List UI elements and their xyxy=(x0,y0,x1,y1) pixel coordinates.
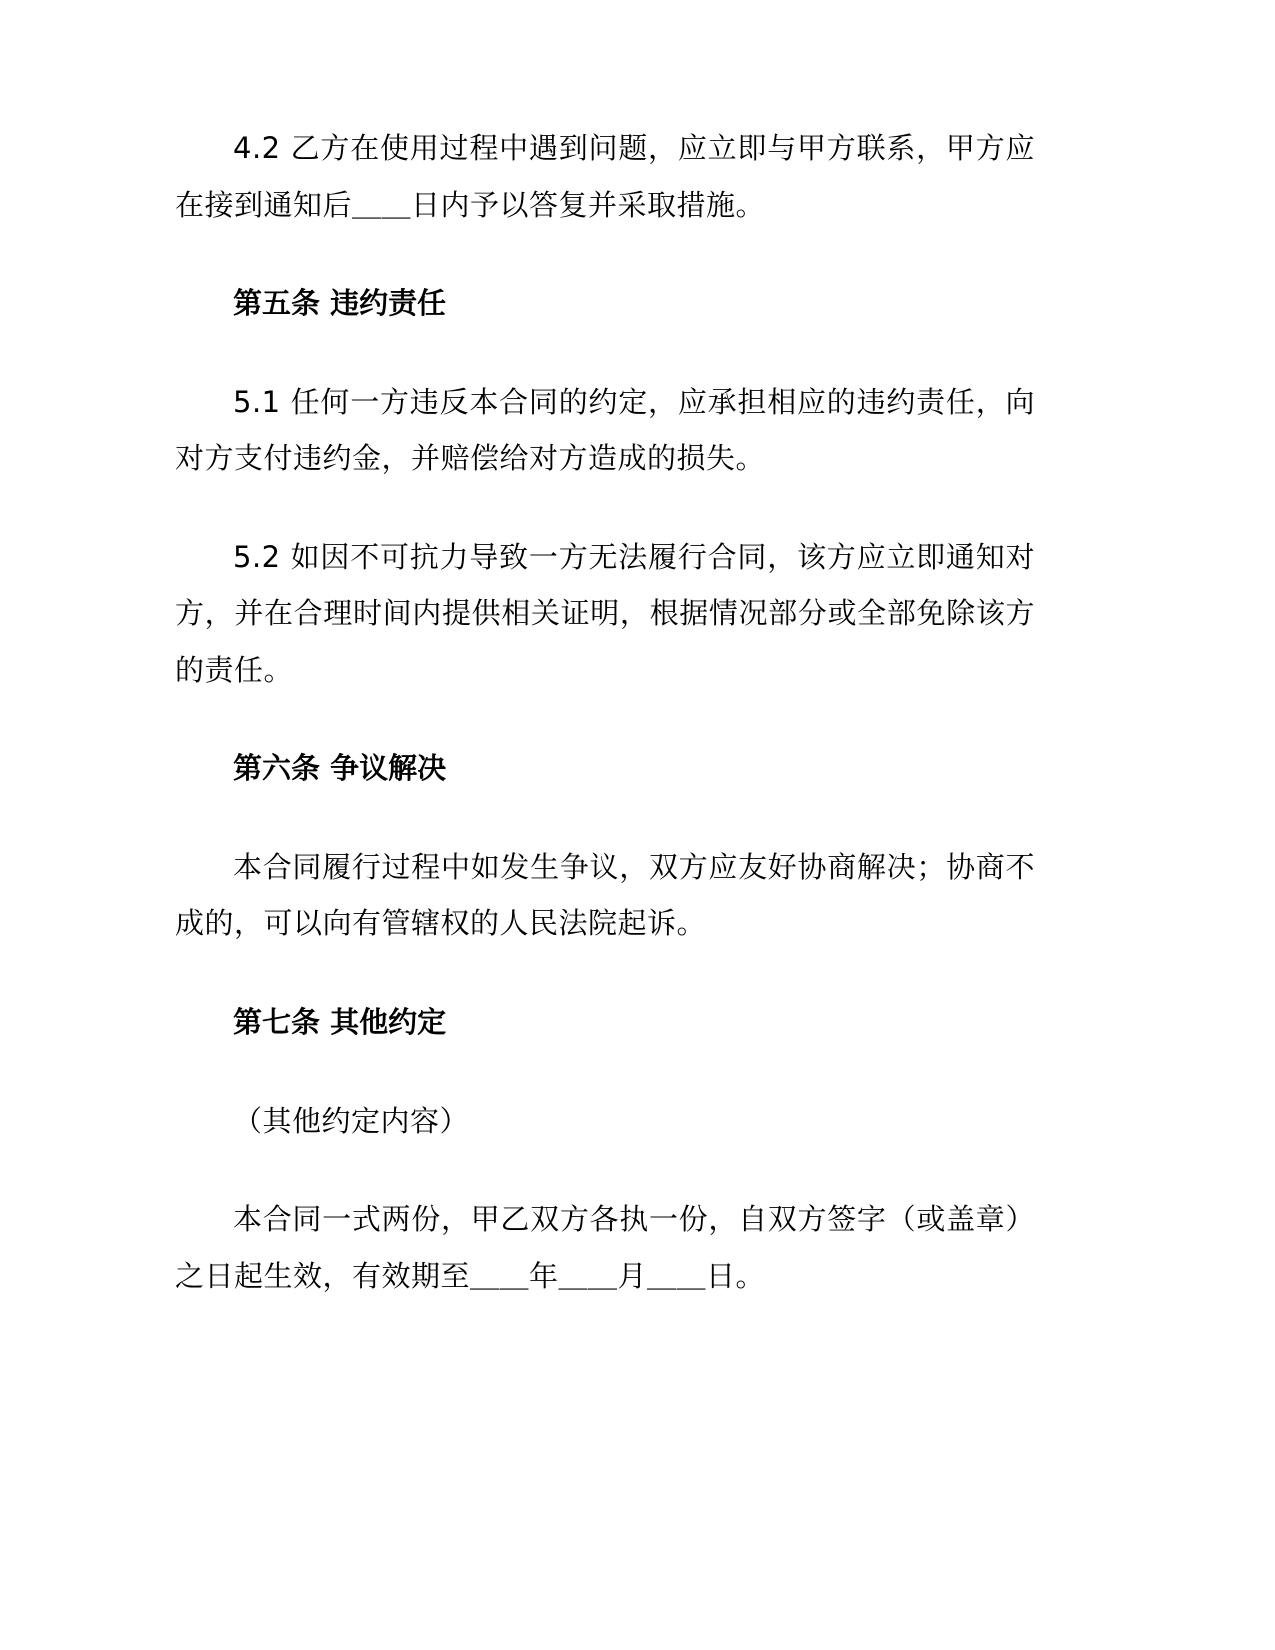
paragraph-clause-5-2: 5.2 如因不可抗力导致一方无法履行合同，该方应立即通知对方，并在合理时间内提供相关证明，根据情况部分或全部免除该方的责任。 xyxy=(175,539,1035,687)
paragraph-clause-5-1: 5.1 任何一方违反本合同的约定，应承担相应的违约责任，向对方支付违约金，并赔偿给对方造成的损失。 xyxy=(175,384,1035,476)
heading-article-7: 第七条 其他约定 xyxy=(233,1005,447,1040)
document-body xyxy=(175,120,1035,1304)
heading-article-6: 第六条 争议解决 xyxy=(233,751,447,786)
paragraph-clause-6-1: 本合同履行过程中如发生争议，双方应友好协商解决；协商不成的，可以向有管辖权的人民法院起诉。 xyxy=(175,849,1035,941)
paragraph-other-agreement-placeholder: （其他约定内容） xyxy=(233,1103,470,1138)
paragraph-clause-4-2: 4.2 乙方在使用过程中遇到问题，应立即与甲方联系，甲方应在接到通知后＿＿日内予以答复并采取措施。 xyxy=(175,131,1035,222)
heading-article-5: 第五条 违约责任 xyxy=(233,286,447,321)
paragraph-closing: 本合同一式两份，甲乙双方各执一份，自双方签字（或盖章）之日起生效，有效期至＿＿年＿＿月＿＿日。 xyxy=(175,1202,1035,1293)
